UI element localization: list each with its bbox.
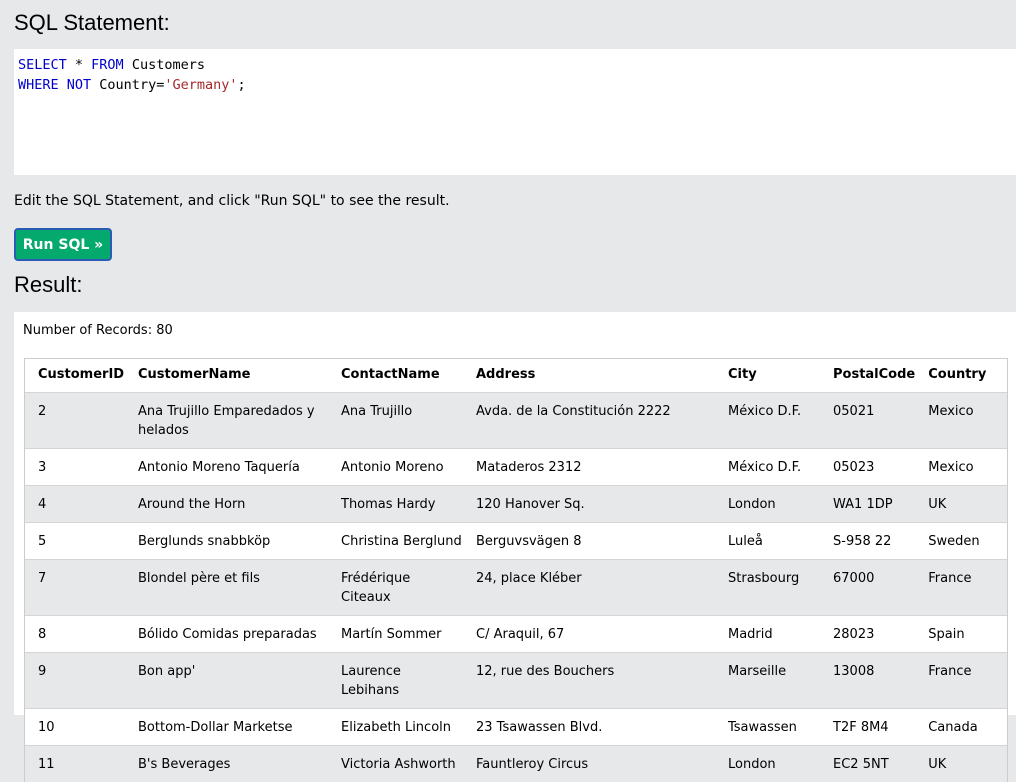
cell-address: 120 Hanover Sq. bbox=[476, 496, 585, 512]
cell-city: México D.F. bbox=[728, 459, 802, 475]
record-count: Number of Records: 80 bbox=[23, 323, 173, 338]
cell-customer-name: B's Beverages bbox=[138, 756, 231, 772]
result-panel bbox=[14, 312, 1016, 772]
result-table bbox=[25, 359, 1007, 782]
cell-customer-name: Blondel père et fils bbox=[138, 570, 260, 586]
cell-postal-code: 67000 bbox=[833, 570, 875, 586]
cell-country: France bbox=[928, 570, 972, 586]
sql-text bbox=[59, 77, 67, 93]
cell-customer-id: 9 bbox=[38, 663, 47, 679]
run-sql-button[interactable]: Run SQL » bbox=[14, 228, 112, 261]
sql-keyword: WHERE bbox=[18, 77, 59, 93]
cell-city: Marseille bbox=[728, 663, 787, 679]
sql-keyword: SELECT bbox=[18, 57, 67, 73]
cell-postal-code: WA1 1DP bbox=[833, 496, 893, 512]
cell-city: México D.F. bbox=[728, 403, 802, 419]
cell-address: Fauntleroy Circus bbox=[476, 756, 589, 772]
sql-statement-heading: SQL Statement: bbox=[14, 10, 170, 35]
cell-customer-id: 7 bbox=[38, 570, 47, 586]
cell-postal-code: T2F 8M4 bbox=[833, 719, 889, 735]
sql-text: * bbox=[66, 57, 92, 73]
cell-contact-name: Victoria Ashworth bbox=[341, 756, 456, 772]
column-header-customername: CustomerName bbox=[138, 367, 251, 382]
result-heading: Result: bbox=[14, 272, 83, 297]
cell-country: France bbox=[928, 663, 972, 679]
cell-customer-id: 5 bbox=[38, 533, 47, 549]
cell-city: London bbox=[728, 496, 776, 512]
table-row bbox=[25, 392, 1007, 448]
cell-contact-name: Thomas Hardy bbox=[341, 496, 436, 512]
cell-customer-id: 10 bbox=[38, 719, 55, 735]
cell-country: Sweden bbox=[928, 533, 980, 549]
cell-postal-code: S-958 22 bbox=[833, 533, 892, 549]
cell-contact-name: Martín Sommer bbox=[341, 626, 442, 642]
cell-country: UK bbox=[928, 496, 947, 512]
cell-contact-name: Frédérique Citeaux bbox=[341, 570, 411, 605]
cell-address: 12, rue des Bouchers bbox=[476, 663, 615, 679]
sql-text: Customers bbox=[123, 57, 205, 73]
table-row bbox=[25, 522, 1007, 559]
cell-address: Berguvsvägen 8 bbox=[476, 533, 582, 549]
sql-keyword: NOT bbox=[66, 77, 92, 93]
cell-contact-name: Christina Berglund bbox=[341, 533, 462, 549]
table-row bbox=[25, 448, 1007, 485]
column-header-city: City bbox=[728, 367, 757, 382]
cell-country: Mexico bbox=[928, 403, 974, 419]
column-header-country: Country bbox=[928, 367, 987, 382]
table-row bbox=[25, 652, 1007, 708]
table-row bbox=[25, 615, 1007, 652]
cell-customer-name: Around the Horn bbox=[138, 496, 246, 512]
sql-string: 'Germany' bbox=[164, 77, 238, 93]
cell-address: C/ Araquil, 67 bbox=[476, 626, 565, 642]
cell-postal-code: 05023 bbox=[833, 459, 875, 475]
cell-city: Madrid bbox=[728, 626, 773, 642]
column-header-address: Address bbox=[476, 367, 536, 382]
cell-contact-name: Antonio Moreno bbox=[341, 459, 444, 475]
cell-customer-name: Bon app' bbox=[138, 663, 196, 679]
cell-customer-id: 3 bbox=[38, 459, 47, 475]
cell-city: Strasbourg bbox=[728, 570, 800, 586]
cell-address: Mataderos 2312 bbox=[476, 459, 582, 475]
cell-city: Tsawassen bbox=[728, 719, 797, 735]
cell-country: UK bbox=[928, 756, 947, 772]
sql-line-2 bbox=[18, 75, 1012, 95]
cell-contact-name: Elizabeth Lincoln bbox=[341, 719, 451, 735]
cell-postal-code: 28023 bbox=[833, 626, 875, 642]
cell-customer-id: 8 bbox=[38, 626, 47, 642]
table-row bbox=[25, 559, 1007, 615]
column-header-customerid: CustomerID bbox=[38, 367, 125, 382]
cell-contact-name: Ana Trujillo bbox=[341, 403, 413, 419]
cell-address: Avda. de la Constitución 2222 bbox=[476, 403, 671, 419]
cell-city: London bbox=[728, 756, 776, 772]
column-header-contactname: ContactName bbox=[341, 367, 440, 382]
cell-customer-name: Antonio Moreno Taquería bbox=[138, 459, 300, 475]
table-row bbox=[25, 745, 1007, 782]
cell-address: 23 Tsawassen Blvd. bbox=[476, 719, 603, 735]
cell-customer-name: Bólido Comidas preparadas bbox=[138, 626, 317, 642]
instruction-text: Edit the SQL Statement, and click "Run SQL" to see the result. bbox=[14, 193, 450, 209]
cell-customer-id: 2 bbox=[38, 403, 47, 419]
cell-country: Mexico bbox=[928, 459, 974, 475]
table-row bbox=[25, 708, 1007, 745]
cell-postal-code: 05021 bbox=[833, 403, 875, 419]
table-header-row bbox=[25, 359, 1007, 392]
cell-country: Spain bbox=[928, 626, 965, 642]
sql-line-1 bbox=[18, 55, 1012, 75]
sql-text: Country= bbox=[91, 77, 165, 93]
cell-city: Luleå bbox=[728, 533, 763, 549]
cell-contact-name: Laurence Lebihans bbox=[341, 663, 401, 698]
sql-editor[interactable] bbox=[14, 49, 1016, 175]
sql-text: ; bbox=[237, 77, 246, 93]
cell-customer-id: 4 bbox=[38, 496, 47, 512]
cell-customer-name: Bottom-Dollar Marketse bbox=[138, 719, 293, 735]
sql-keyword: FROM bbox=[91, 57, 124, 73]
table-row bbox=[25, 485, 1007, 522]
cell-postal-code: 13008 bbox=[833, 663, 875, 679]
column-header-postalcode: PostalCode bbox=[833, 367, 916, 382]
cell-country: Canada bbox=[928, 719, 978, 735]
cell-customer-name: Berglunds snabbköp bbox=[138, 533, 271, 549]
cell-postal-code: EC2 5NT bbox=[833, 756, 889, 772]
result-table-container bbox=[24, 358, 1008, 782]
cell-address: 24, place Kléber bbox=[476, 570, 582, 586]
cell-customer-name: Ana Trujillo Emparedados y helados bbox=[138, 403, 315, 438]
cell-customer-id: 11 bbox=[38, 756, 55, 772]
